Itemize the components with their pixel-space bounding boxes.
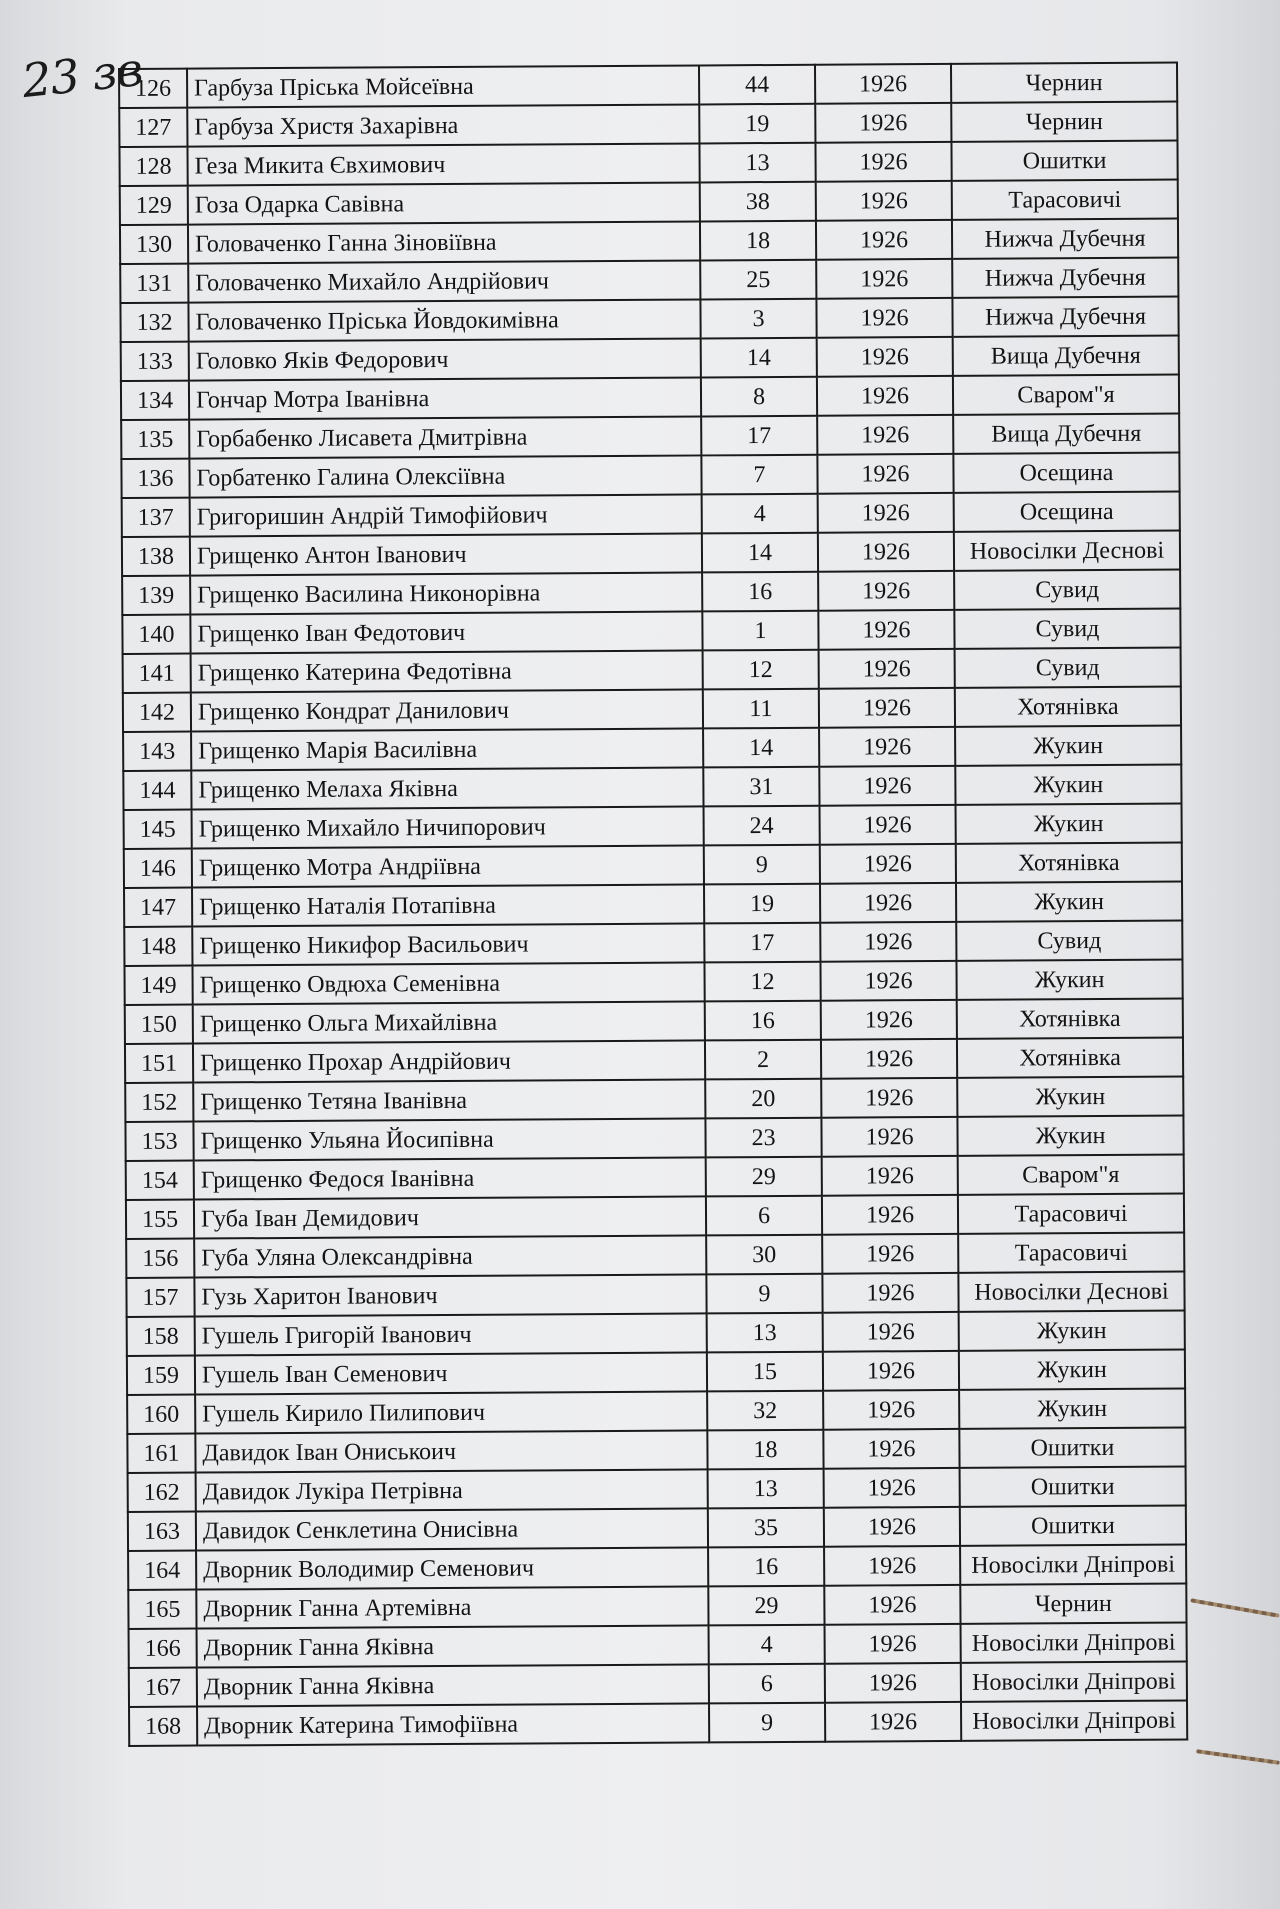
age-cell: 2 — [705, 1040, 821, 1080]
person-name-cell: Грищенко Антон Іванович — [190, 533, 702, 575]
person-name-cell: Грищенко Марія Василівна — [191, 728, 703, 770]
year-cell: 1926 — [821, 1000, 957, 1040]
year-cell: 1926 — [820, 805, 956, 845]
year-cell: 1926 — [825, 1624, 961, 1664]
row-number-cell: 145 — [124, 810, 192, 849]
table-row — [124, 804, 1182, 849]
row-number-cell: 160 — [127, 1395, 195, 1434]
table-row — [121, 453, 1179, 498]
village-cell: Новосілки Деснові — [954, 531, 1180, 571]
person-name-cell: Грищенко Кондрат Данилович — [191, 689, 703, 731]
village-cell: Жукин — [956, 960, 1182, 1000]
table-row — [126, 1233, 1184, 1278]
person-name-cell: Грищенко Ульяна Йосипівна — [193, 1118, 705, 1160]
village-cell: Новосілки Дніпрові — [961, 1701, 1187, 1741]
year-cell: 1926 — [824, 1546, 960, 1586]
age-cell: 12 — [704, 962, 820, 1002]
age-cell: 24 — [704, 806, 820, 846]
row-number-cell: 137 — [122, 498, 190, 537]
age-cell: 18 — [707, 1430, 823, 1470]
person-name-cell: Грищенко Михайло Ничипорович — [192, 806, 704, 848]
row-number-cell: 165 — [128, 1590, 196, 1629]
year-cell: 1926 — [823, 1429, 959, 1469]
age-cell: 16 — [702, 572, 818, 612]
table-row — [127, 1311, 1185, 1356]
row-number-cell: 147 — [124, 888, 192, 927]
table-row — [127, 1428, 1185, 1473]
row-number-cell: 161 — [127, 1434, 195, 1473]
person-name-cell: Губа Уляна Олександрівна — [194, 1235, 706, 1277]
year-cell: 1926 — [819, 649, 955, 689]
village-cell: Ошитки — [960, 1506, 1186, 1546]
village-cell: Жукин — [955, 726, 1181, 766]
age-cell: 6 — [709, 1664, 825, 1704]
village-cell: Сувид — [955, 648, 1181, 688]
person-name-cell: Давидок Лукіра Петрівна — [196, 1469, 708, 1511]
person-name-cell: Грищенко Ольга Михайлівна — [193, 1001, 705, 1043]
row-number-cell: 139 — [122, 576, 190, 615]
village-cell: Жукин — [956, 804, 1182, 844]
person-name-cell: Грищенко Наталія Потапівна — [192, 884, 704, 926]
table-row — [120, 219, 1178, 264]
person-name-cell: Горбабенко Лисавета Дмитрівна — [189, 416, 701, 458]
village-cell: Нижча Дубечня — [952, 258, 1178, 298]
person-name-cell: Губа Іван Демидович — [194, 1196, 706, 1238]
year-cell: 1926 — [819, 688, 955, 728]
row-number-cell: 146 — [124, 849, 192, 888]
person-name-cell: Грищенко Федося Іванівна — [194, 1157, 706, 1199]
register-table — [118, 62, 1188, 1747]
year-cell: 1926 — [823, 1390, 959, 1430]
village-cell: Новосілки Дніпрові — [960, 1545, 1186, 1585]
village-cell: Жукин — [957, 1116, 1183, 1156]
age-cell: 29 — [708, 1586, 824, 1626]
table-row — [129, 1623, 1187, 1668]
person-name-cell: Гузь Харитон Іванович — [194, 1274, 706, 1316]
age-cell: 9 — [706, 1274, 822, 1314]
row-number-cell: 142 — [123, 693, 191, 732]
year-cell: 1926 — [822, 1195, 958, 1235]
table-row — [128, 1584, 1186, 1629]
village-cell: Хотянівка — [957, 999, 1183, 1039]
village-cell: Вища Дубечня — [953, 336, 1179, 376]
age-cell: 20 — [705, 1079, 821, 1119]
row-number-cell: 158 — [127, 1317, 195, 1356]
year-cell: 1926 — [824, 1507, 960, 1547]
row-number-cell: 157 — [126, 1278, 194, 1317]
table-row — [119, 141, 1177, 186]
person-name-cell: Гарбуза Пріська Мойсеївна — [187, 65, 699, 107]
row-number-cell: 152 — [125, 1083, 193, 1122]
village-cell: Жукин — [959, 1389, 1185, 1429]
binding-thread — [1196, 1749, 1280, 1765]
table-row — [125, 999, 1183, 1044]
person-name-cell: Грищенко Василина Никонорівна — [190, 572, 702, 614]
row-number-cell: 151 — [125, 1044, 193, 1083]
table-row — [119, 102, 1177, 147]
table-row — [126, 1272, 1184, 1317]
table-row — [126, 1194, 1184, 1239]
age-cell: 18 — [700, 221, 816, 261]
year-cell: 1926 — [825, 1702, 961, 1742]
table-row — [127, 1389, 1185, 1434]
year-cell: 1926 — [822, 1273, 958, 1313]
table-row — [123, 765, 1181, 810]
age-cell: 14 — [703, 728, 819, 768]
table-row — [122, 609, 1180, 654]
year-cell: 1926 — [822, 1234, 958, 1274]
village-cell: Нижча Дубечня — [952, 219, 1178, 259]
row-number-cell: 168 — [129, 1707, 197, 1746]
row-number-cell: 155 — [126, 1200, 194, 1239]
age-cell: 32 — [707, 1391, 823, 1431]
row-number-cell: 156 — [126, 1239, 194, 1278]
age-cell: 14 — [702, 533, 818, 573]
village-cell: Сувид — [954, 609, 1180, 649]
village-cell: Тарасовичі — [958, 1233, 1184, 1273]
age-cell: 16 — [705, 1001, 821, 1041]
table-row — [123, 687, 1181, 732]
row-number-cell: 143 — [123, 732, 191, 771]
village-cell: Сувид — [954, 570, 1180, 610]
row-number-cell: 144 — [123, 771, 191, 810]
year-cell: 1926 — [820, 844, 956, 884]
village-cell: Жукин — [956, 882, 1182, 922]
table-row — [128, 1545, 1186, 1590]
row-number-cell: 134 — [121, 381, 189, 420]
age-cell: 6 — [706, 1196, 822, 1236]
age-cell: 44 — [699, 65, 815, 105]
table-row — [125, 1077, 1183, 1122]
year-cell: 1926 — [815, 142, 951, 182]
age-cell: 31 — [703, 767, 819, 807]
age-cell: 23 — [705, 1118, 821, 1158]
age-cell: 38 — [700, 182, 816, 222]
person-name-cell: Горбатенко Галина Олексіївна — [189, 455, 701, 497]
person-name-cell: Геза Микита Євхимович — [187, 143, 699, 185]
row-number-cell: 136 — [121, 459, 189, 498]
village-cell: Тарасовичі — [958, 1194, 1184, 1234]
table-row — [124, 960, 1182, 1005]
village-cell: Ошитки — [960, 1467, 1186, 1507]
person-name-cell: Гарбуза Христя Захарівна — [187, 104, 699, 146]
table-row — [127, 1350, 1185, 1395]
village-cell: Жукин — [959, 1311, 1185, 1351]
age-cell: 12 — [703, 650, 819, 690]
table-row — [120, 180, 1178, 225]
person-name-cell: Гушель Кирило Пилипович — [195, 1391, 707, 1433]
age-cell: 30 — [706, 1235, 822, 1275]
village-cell: Ошитки — [959, 1428, 1185, 1468]
village-cell: Новосілки Дніпрові — [961, 1662, 1187, 1702]
village-cell: Хотянівка — [955, 687, 1181, 727]
table-row — [123, 648, 1181, 693]
village-cell: Новосілки Деснові — [958, 1272, 1184, 1312]
table-row — [124, 882, 1182, 927]
row-number-cell: 130 — [120, 225, 188, 264]
age-cell: 13 — [699, 143, 815, 183]
age-cell: 9 — [704, 845, 820, 885]
village-cell: Хотянівка — [956, 843, 1182, 883]
age-cell: 17 — [701, 416, 817, 456]
village-cell: Сувид — [956, 921, 1182, 961]
person-name-cell: Григоришин Андрій Тимофійович — [190, 494, 702, 536]
year-cell: 1926 — [822, 1156, 958, 1196]
table-row — [125, 1038, 1183, 1083]
village-cell: Новосілки Дніпрові — [961, 1623, 1187, 1663]
year-cell: 1926 — [821, 1117, 957, 1157]
row-number-cell: 131 — [120, 264, 188, 303]
year-cell: 1926 — [817, 376, 953, 416]
table-row — [121, 414, 1179, 459]
village-cell: Вища Дубечня — [953, 414, 1179, 454]
age-cell: 29 — [706, 1157, 822, 1197]
row-number-cell: 126 — [119, 69, 187, 108]
village-cell: Ошитки — [951, 141, 1177, 181]
village-cell: Осещина — [954, 492, 1180, 532]
village-cell: Чернин — [951, 102, 1177, 142]
year-cell: 1926 — [818, 493, 954, 533]
year-cell: 1926 — [819, 727, 955, 767]
row-number-cell: 153 — [125, 1122, 193, 1161]
village-cell: Жукин — [959, 1350, 1185, 1390]
table-row — [124, 921, 1182, 966]
year-cell: 1926 — [821, 1078, 957, 1118]
row-number-cell: 132 — [120, 303, 188, 342]
row-number-cell: 129 — [120, 186, 188, 225]
table-row — [119, 63, 1177, 108]
person-name-cell: Грищенко Овдюха Семенівна — [192, 962, 704, 1004]
year-cell: 1926 — [816, 181, 952, 221]
village-cell: Чернин — [960, 1584, 1186, 1624]
year-cell: 1926 — [816, 220, 952, 260]
person-name-cell: Гончар Мотра Іванівна — [189, 377, 701, 419]
year-cell: 1926 — [815, 64, 951, 104]
age-cell: 8 — [701, 377, 817, 417]
age-cell: 13 — [708, 1469, 824, 1509]
year-cell: 1926 — [825, 1663, 961, 1703]
age-cell: 14 — [701, 338, 817, 378]
table-row — [121, 336, 1179, 381]
village-cell: Тарасовичі — [952, 180, 1178, 220]
table-row — [122, 570, 1180, 615]
person-name-cell: Головаченко Ганна Зіновіївна — [188, 221, 700, 263]
table-row — [128, 1467, 1186, 1512]
year-cell: 1926 — [820, 883, 956, 923]
person-name-cell: Головко Яків Федорович — [189, 338, 701, 380]
person-name-cell: Дворник Ганна Яківна — [197, 1625, 709, 1667]
person-name-cell: Дворник Володимир Семенович — [196, 1547, 708, 1589]
age-cell: 1 — [702, 611, 818, 651]
row-number-cell: 167 — [129, 1668, 197, 1707]
year-cell: 1926 — [818, 532, 954, 572]
village-cell: Сваром"я — [958, 1155, 1184, 1195]
village-cell: Хотянівка — [957, 1038, 1183, 1078]
age-cell: 3 — [700, 299, 816, 339]
year-cell: 1926 — [824, 1468, 960, 1508]
table-row — [125, 1116, 1183, 1161]
table-row — [120, 297, 1178, 342]
village-cell: Сваром"я — [953, 375, 1179, 415]
age-cell: 7 — [701, 455, 817, 495]
person-name-cell: Дворник Катерина Тимофіївна — [197, 1703, 709, 1745]
row-number-cell: 154 — [126, 1161, 194, 1200]
table-row — [122, 531, 1180, 576]
age-cell: 9 — [709, 1703, 825, 1743]
row-number-cell: 141 — [123, 654, 191, 693]
year-cell: 1926 — [817, 415, 953, 455]
table-row — [129, 1701, 1187, 1746]
row-number-cell: 159 — [127, 1356, 195, 1395]
table-row — [128, 1506, 1186, 1551]
row-number-cell: 135 — [121, 420, 189, 459]
person-name-cell: Гушель Іван Семенович — [195, 1352, 707, 1394]
year-cell: 1926 — [821, 1039, 957, 1079]
person-name-cell: Дворник Ганна Яківна — [197, 1664, 709, 1706]
year-cell: 1926 — [815, 103, 951, 143]
row-number-cell: 128 — [119, 147, 187, 186]
age-cell: 25 — [700, 260, 816, 300]
person-name-cell: Грищенко Мотра Андріївна — [192, 845, 704, 887]
village-cell: Чернин — [951, 63, 1177, 103]
register-table-body — [119, 63, 1187, 1746]
person-name-cell: Дворник Ганна Артемівна — [196, 1586, 708, 1628]
age-cell: 35 — [708, 1508, 824, 1548]
table-row — [122, 492, 1180, 537]
person-name-cell: Давидок Іван Ониськоич — [195, 1430, 707, 1472]
age-cell: 19 — [704, 884, 820, 924]
row-number-cell: 166 — [129, 1629, 197, 1668]
age-cell: 4 — [709, 1625, 825, 1665]
year-cell: 1926 — [824, 1585, 960, 1625]
year-cell: 1926 — [820, 961, 956, 1001]
year-cell: 1926 — [819, 766, 955, 806]
binding-thread — [1190, 1598, 1279, 1618]
person-name-cell: Грищенко Прохар Андрійович — [193, 1040, 705, 1082]
table-row — [120, 258, 1178, 303]
age-cell: 19 — [699, 104, 815, 144]
year-cell: 1926 — [823, 1351, 959, 1391]
row-number-cell: 164 — [128, 1551, 196, 1590]
register-sheet — [118, 62, 1188, 1747]
person-name-cell: Грищенко Катерина Федотівна — [191, 650, 703, 692]
village-cell: Жукин — [957, 1077, 1183, 1117]
person-name-cell: Грищенко Іван Федотович — [190, 611, 702, 653]
row-number-cell: 149 — [124, 966, 192, 1005]
age-cell: 17 — [704, 923, 820, 963]
age-cell: 4 — [702, 494, 818, 534]
row-number-cell: 163 — [128, 1512, 196, 1551]
village-cell: Нижча Дубечня — [952, 297, 1178, 337]
year-cell: 1926 — [816, 259, 952, 299]
age-cell: 15 — [707, 1352, 823, 1392]
age-cell: 13 — [707, 1313, 823, 1353]
row-number-cell: 133 — [121, 342, 189, 381]
table-row — [123, 726, 1181, 771]
year-cell: 1926 — [816, 298, 952, 338]
handwritten-page-number: 23 зв — [19, 41, 145, 109]
table-row — [124, 843, 1182, 888]
row-number-cell: 150 — [125, 1005, 193, 1044]
table-row — [129, 1662, 1187, 1707]
row-number-cell: 148 — [124, 927, 192, 966]
row-number-cell: 162 — [128, 1473, 196, 1512]
year-cell: 1926 — [817, 454, 953, 494]
table-row — [126, 1155, 1184, 1200]
person-name-cell: Грищенко Тетяна Іванівна — [193, 1079, 705, 1121]
person-name-cell: Грищенко Никифор Васильович — [192, 923, 704, 965]
person-name-cell: Давидок Сенклетина Онисівна — [196, 1508, 708, 1550]
year-cell: 1926 — [818, 610, 954, 650]
person-name-cell: Головаченко Михайло Андрійович — [188, 260, 700, 302]
row-number-cell: 140 — [122, 615, 190, 654]
row-number-cell: 138 — [122, 537, 190, 576]
age-cell: 16 — [708, 1547, 824, 1587]
person-name-cell: Гоза Одарка Савівна — [188, 182, 700, 224]
year-cell: 1926 — [817, 337, 953, 377]
age-cell: 11 — [703, 689, 819, 729]
person-name-cell: Гушель Григорій Іванович — [195, 1313, 707, 1355]
year-cell: 1926 — [818, 571, 954, 611]
person-name-cell: Головаченко Пріська Йовдокимівна — [188, 299, 700, 341]
person-name-cell: Грищенко Мелаха Яківна — [191, 767, 703, 809]
row-number-cell: 127 — [119, 108, 187, 147]
year-cell: 1926 — [820, 922, 956, 962]
table-row — [121, 375, 1179, 420]
village-cell: Осещина — [953, 453, 1179, 493]
year-cell: 1926 — [823, 1312, 959, 1352]
village-cell: Жукин — [955, 765, 1181, 805]
